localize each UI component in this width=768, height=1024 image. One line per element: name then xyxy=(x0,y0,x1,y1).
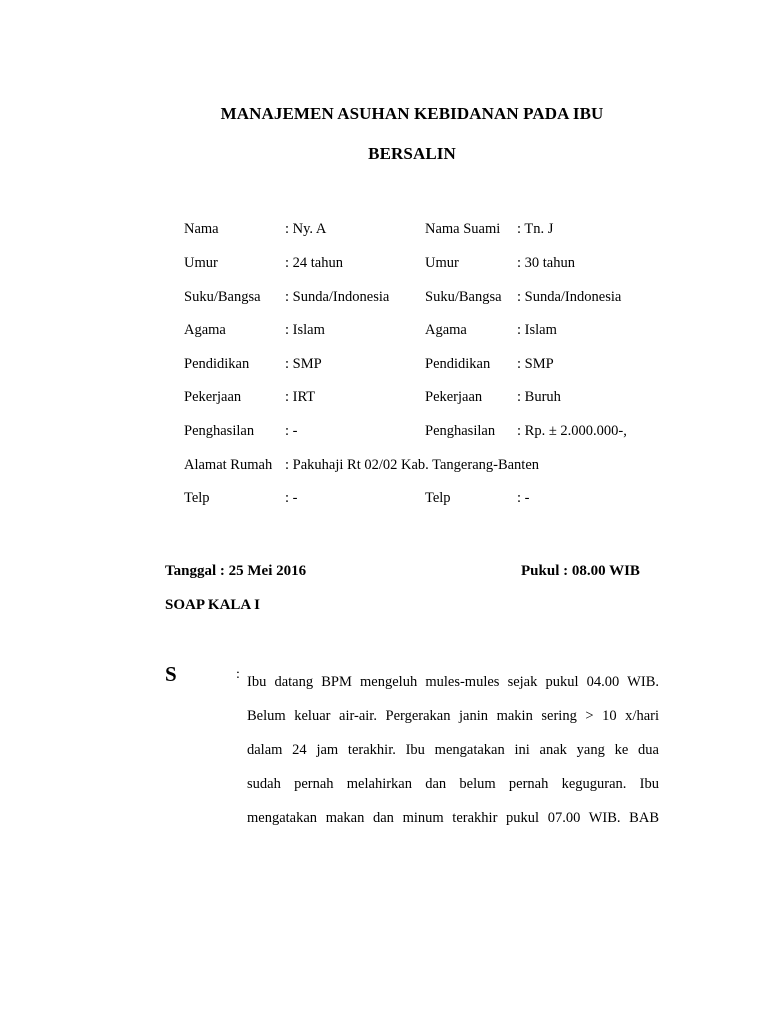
identity-row-alamat xyxy=(0,457,768,477)
husband-label: Umur xyxy=(425,255,459,271)
identity-row-nama xyxy=(0,221,768,241)
husband-value: : Buruh xyxy=(517,389,561,405)
patient-label: Penghasilan xyxy=(184,423,255,439)
patient-label: Nama xyxy=(184,221,219,237)
husband-value: : 30 tahun xyxy=(517,255,575,271)
husband-value: : Tn. J xyxy=(517,221,554,237)
husband-value: : Rp. ± 2.000.000-, xyxy=(517,423,627,439)
patient-value: : Islam xyxy=(285,322,325,338)
soap-s-letter: S xyxy=(165,662,177,686)
patient-value: : 24 tahun xyxy=(285,255,343,271)
document-title-line-1: MANAJEMEN ASUHAN KEBIDANAN PADA IBU xyxy=(220,104,604,123)
identity-row-telp xyxy=(0,490,768,510)
identity-row-agama xyxy=(0,322,768,342)
husband-label: Pekerjaan xyxy=(425,389,483,405)
date-line: Tanggal : 25 Mei 2016 xyxy=(165,563,307,579)
identity-row-penghasilan xyxy=(0,423,768,443)
patient-label: Umur xyxy=(184,255,218,271)
paragraph-line: dalam 24 jam terakhir. Ibu mengatakan ini anak yang ke dua xyxy=(247,742,659,758)
patient-value: : SMP xyxy=(285,356,322,372)
patient-label: Suku/Bangsa xyxy=(184,289,261,305)
husband-value: : Islam xyxy=(517,322,557,338)
section-heading: SOAP KALA I xyxy=(165,597,261,613)
patient-value: : Sunda/Indonesia xyxy=(285,289,390,305)
patient-label: Pekerjaan xyxy=(184,389,242,405)
patient-value: : - xyxy=(285,423,298,439)
patient-label: Pendidikan xyxy=(184,356,250,372)
husband-label: Nama Suami xyxy=(425,221,501,237)
patient-label: Agama xyxy=(184,322,226,338)
time-line: Pukul : 08.00 WIB xyxy=(521,563,640,579)
identity-row-pekerjaan xyxy=(0,389,768,409)
husband-value: : SMP xyxy=(517,356,554,372)
husband-label: Telp xyxy=(425,490,451,506)
paragraph-line: mengatakan makan dan minum terakhir pukul 07.00 WIB. BAB xyxy=(247,810,659,826)
paragraph-line: sudah pernah melahirkan dan belum pernah keguguran. Ibu xyxy=(247,776,659,792)
patient-label: Alamat Rumah xyxy=(184,457,273,473)
husband-label: Suku/Bangsa xyxy=(425,289,502,305)
patient-label: Telp xyxy=(184,490,210,506)
address-value: : Pakuhaji Rt 02/02 Kab. Tangerang-Banten xyxy=(285,457,540,473)
soap-s-colon: : xyxy=(236,667,240,682)
husband-label: Agama xyxy=(425,322,467,338)
husband-value: : - xyxy=(517,490,530,506)
soap-subjective-paragraph xyxy=(247,665,659,835)
patient-value: : - xyxy=(285,490,298,506)
identity-row-pendidikan xyxy=(0,356,768,376)
husband-label: Pendidikan xyxy=(425,356,491,372)
identity-row-umur xyxy=(0,255,768,275)
husband-label: Penghasilan xyxy=(425,423,496,439)
husband-value: : Sunda/Indonesia xyxy=(517,289,622,305)
document-title-line-2: BERSALIN xyxy=(368,144,456,163)
patient-value: : IRT xyxy=(285,389,316,405)
patient-value: : Ny. A xyxy=(285,221,327,237)
paragraph-line: Ibu datang BPM mengeluh mules-mules sejak pukul 04.00 WIB. xyxy=(247,674,659,690)
identity-row-suku xyxy=(0,289,768,309)
paragraph-line: Belum keluar air-air. Pergerakan janin makin sering > 10 x/hari xyxy=(247,708,659,724)
